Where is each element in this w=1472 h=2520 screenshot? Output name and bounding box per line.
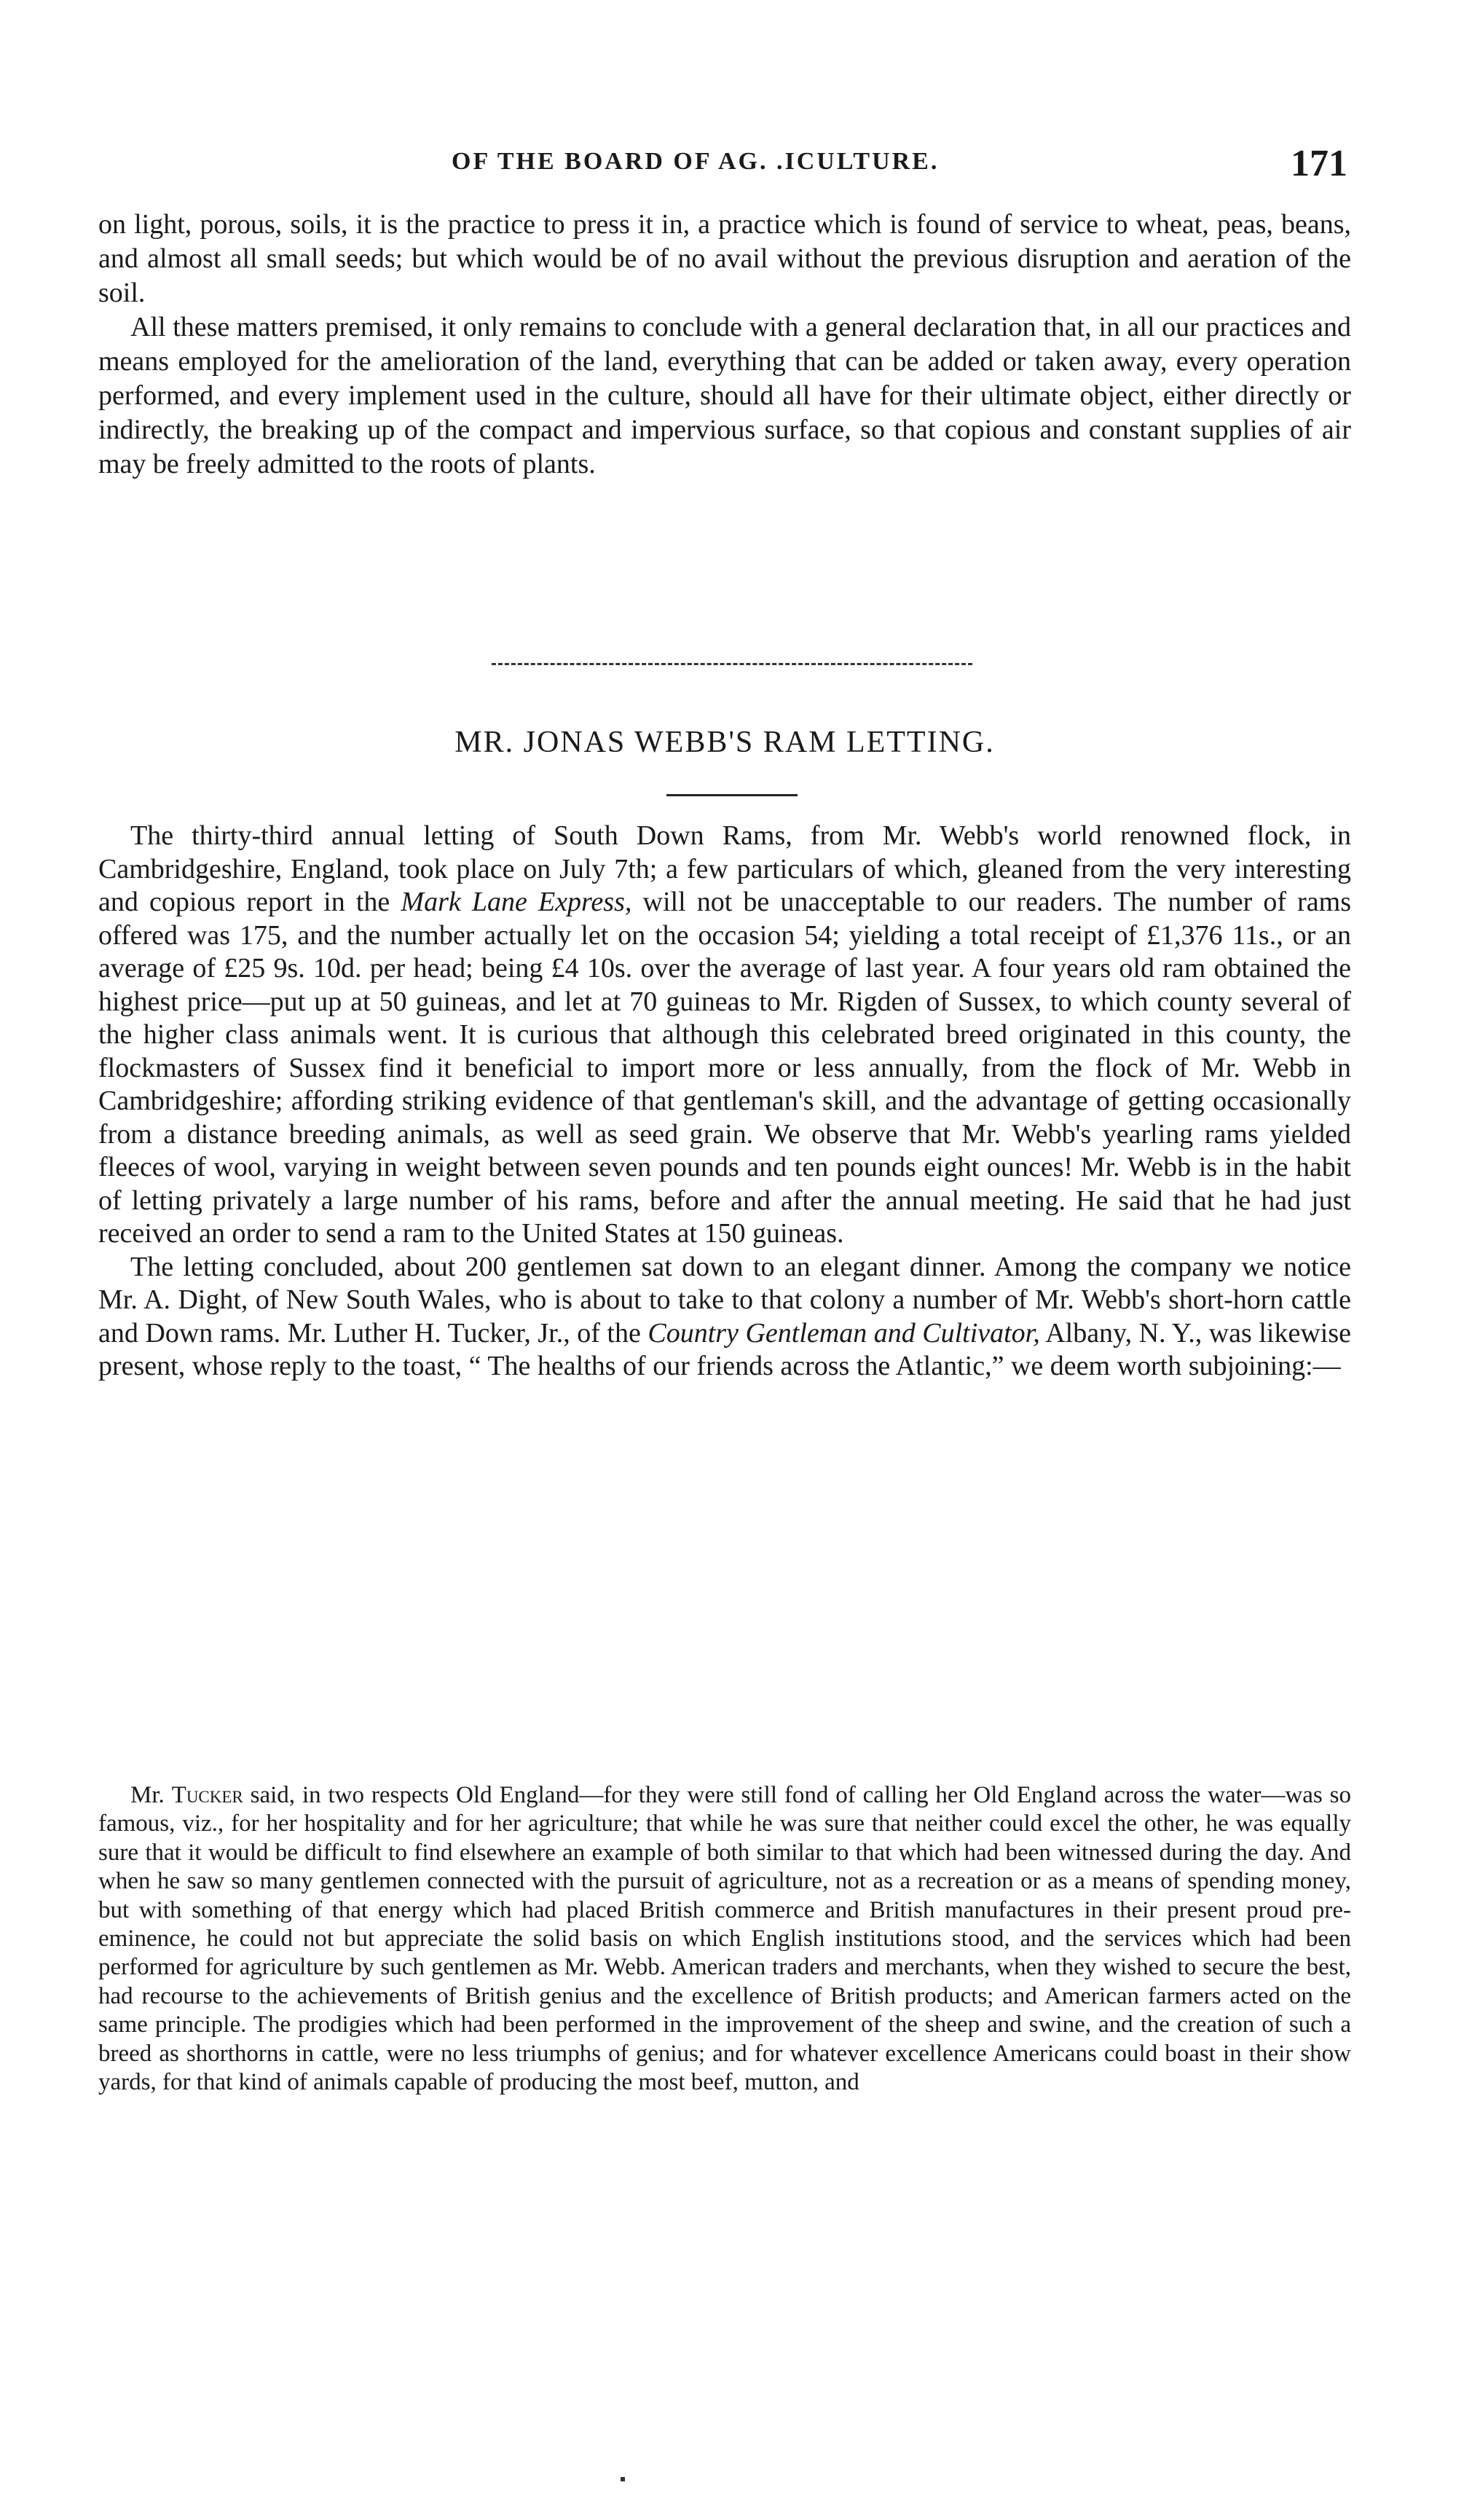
p1-text-a: The thirty-third annual letting of South Down Rams, from Mr. Webb's world renowned flock, in Cambridgeshire, England, took place on July 7th; a few particulars of which, gleaned from the very interesting and copious report in the [98, 820, 1351, 917]
page-number: 171 [1291, 143, 1347, 184]
article-body [98, 820, 1351, 1383]
speech-text: said, in two respects Old England—for they were still fond of calling her Old England across the water—was so famous, viz., for her hospitality and for her agriculture; that while he was sure that neither could excel the other, he was equally sure that it would be difficult to find elsewhere an example of both similar to that which had been witnessed during the day. And when he saw so many gentlemen connected with the pursuit of agriculture, not as a recreation or as a means of spending money, but with something of that energy which had placed British commerce and British manufactures in their present proud pre-eminence, he could not but appreciate the solid basis on which English institutions stood, and the services which had been performed for agriculture by such gentlemen as Mr. Webb. American traders and merchants, when they wished to secure the best, had recourse to the achievements of British genius and the excellence of British products; and American farmers acted on the same principle. The prodigies which had been performed in the improvement of the sheep and swine, and the creation of such a breed as shorthorns in cattle, were no less triumphs of genius; and for whatever excellence Americans could boast in their show yards, for that kind of animals capable of producing the most beef, mutton, and [98, 1782, 1352, 2096]
paragraph-continued: on light, porous, soils, it is the practice to press it in, a practice which is found of service to wheat, peas, beans, and almost all small seeds; but which would be of no avail without the previous disruption and aeration of the soil. [98, 209, 1351, 308]
speaker-name: Tucker [171, 1782, 243, 1808]
p2-text-a: The letting concluded, about 200 gentlemen sat down to an elegant dinner. Among the company we notice Mr. A. Dight, of New South Wales, who is about to take to that colony a number of Mr. Webb's short-horn cattle and Down rams. Mr. Luther H. Tucker, Jr., of the [98, 1251, 1351, 1349]
page-header [452, 142, 1347, 193]
footer-mark [621, 2477, 625, 2481]
paragraph-declaration: All these matters premised, it only remains to conclude with a general declaration that, in all our practices and means employed for the amelioration of the land, everything that can be added or taken away, every operation performed, and every implement used in the culture, should all have for their ultimate object, either directly or indirectly, the breaking up of the compact and impervious surface, so that copious and constant supplies of air may be freely admitted to the roots of plants. [98, 312, 1351, 479]
speech-prefix: Mr. [130, 1782, 172, 1808]
article-title: MR. JONAS WEBB'S RAM LETTING. [454, 726, 995, 759]
p2-publication-title: Country Gentleman and Cultivator, [648, 1317, 1040, 1349]
continued-text [98, 208, 1351, 482]
speech-quote [98, 1781, 1351, 2097]
article-paragraph-2 [98, 1251, 1351, 1383]
article-paragraph-1 [98, 820, 1351, 1251]
p1-publication-title: Mark Lane Express, [401, 887, 632, 917]
section-separator [492, 663, 972, 665]
title-rule [666, 794, 798, 796]
p1-text-b: will not be unacceptable to our readers. The number of rams offered was 175, and the number actually let on the occasion 54; yielding a total receipt of £1,376 11s., or an average of £25 9s. 10d. per head; being £4 10s. over the average of last year. A four years old ram obtained the highest price—put up at 50 guineas, and let at 70 guineas to Mr. Rigden of Sussex, to which county several of the higher class animals went. It is curious that although this celebrated breed originated in this county, the flockmasters of Sussex find it beneficial to import more or less annually, from the flock of Mr. Webb in Cambridgeshire; affording striking evidence of that gentleman's skill, and the advantage of getting occasionally from a distance breeding animals, as well as seed grain. We observe that Mr. Webb's yearling rams yielded fleeces of wool, varying in weight between seven pounds and ten pounds eight ounces! Mr. Webb is in the habit of letting privately a large number of his rams, before and after the annual meeting. He said that he had just received an order to send a ram to the United States at 150 guineas. [98, 887, 1352, 1249]
running-title: OF THE BOARD OF AG. .ICULTURE. [452, 148, 940, 175]
speech-paragraph [98, 1781, 1351, 2097]
p2-text-b: Albany, N. Y., was likewise present, whose reply to the toast, “ The healths of our friends across the Atlantic,” we deem worth subjoining:— [98, 1317, 1351, 1381]
